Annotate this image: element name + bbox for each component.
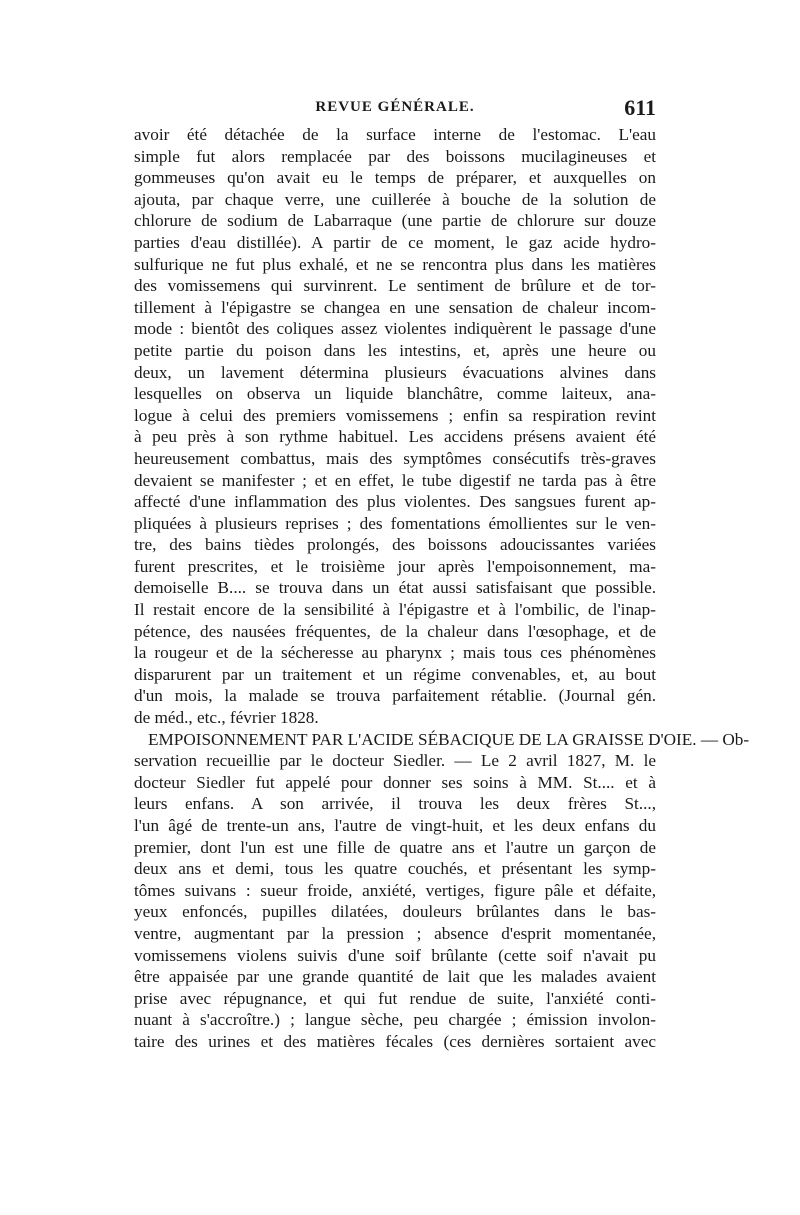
running-title: REVUE GÉNÉRALE.	[315, 99, 475, 115]
text-line: affecté d'une inflammation des plus violentes. Des sangsues furent ap-	[134, 492, 656, 512]
text-line: l'un âgé de trente-un ans, l'autre de vingt-huit, et les deux enfans du	[134, 816, 656, 835]
text-line: demoiselle B.... se trouva dans un état aussi satisfaisant que possible.	[134, 578, 656, 598]
text-line: yeux enfoncés, pupilles dilatées, douleurs brûlantes dans le bas-	[134, 902, 656, 922]
text-line: logue à celui des premiers vomissemens ; enfin sa respiration revint	[134, 405, 656, 425]
text-line: leurs enfans. A son arrivée, il trouva les deux frères St...,	[134, 794, 656, 814]
paragraph-new-case	[134, 729, 750, 1053]
text-line: mode : bientôt des coliques assez violentes indiquèrent le passage d'une	[134, 319, 656, 339]
text-line: tillement à l'épigastre se changea en une sensation de chaleur incom-	[134, 297, 656, 317]
page-number: 611	[624, 95, 656, 120]
text-line: parties d'eau distillée). A partir de ce moment, le gaz acide hydro-	[134, 232, 656, 252]
text-line: furent prescrites, et le troisième jour après l'empoisonnement, ma-	[134, 556, 656, 576]
text-line: avoir été détachée de la surface interne de l'estomac. L'eau	[134, 125, 656, 144]
text-line: taire des urines et des matières fécales (ces dernières sortaient avec	[134, 1031, 656, 1051]
text-line: ventre, augmentant par la pression ; absence d'esprit momentanée,	[134, 923, 656, 943]
body-text	[134, 124, 750, 1053]
text-line: d'un mois, la malade se trouva parfaitement rétablie. (Journal gén.	[134, 686, 656, 706]
text-line: être appaisée par une grande quantité de lait que les malades avaient	[134, 967, 656, 987]
text-line: docteur Siedler fut appelé pour donner ses soins à MM. St.... et à	[134, 772, 656, 792]
text-line: pétence, des nausées fréquentes, de la chaleur dans l'œsophage, et de	[134, 621, 656, 641]
paragraph-case-continuation	[134, 124, 656, 729]
text-line: à peu près à son rythme habituel. Les accidens présens avaient été	[134, 427, 656, 447]
text-line: heureusement combattus, mais des symptômes consécutifs très-graves	[134, 448, 656, 468]
text-line: deux ans et demi, tous les quatre couchés, et présentant les symp-	[134, 859, 656, 879]
text-line: Il restait encore de la sensibilité à l'épigastre et à l'ombilic, de l'inap-	[134, 600, 656, 620]
text-line: ajouta, par chaque verre, une cuillerée à bouche de la solution de	[134, 189, 656, 209]
text-line: gommeuses qu'on avait eu le temps de préparer, et auxquelles on	[134, 168, 656, 188]
text-line: sulfurique ne fut plus exhalé, et ne se rencontra plus dans les matières	[134, 254, 656, 274]
text-line: pliquées à plusieurs reprises ; des fomentations émollientes sur le ven-	[134, 513, 656, 533]
text-line: servation recueillie par le docteur Siedler. — Le 2 avril 1827, M. le	[134, 751, 656, 771]
text-line: simple fut alors remplacée par des boissons mucilagineuses et	[134, 146, 656, 166]
text-line: la rougeur et de la sécheresse au pharynx ; mais tous ces phénomènes	[134, 643, 656, 663]
text-line: deux, un lavement détermina plusieurs évacuations alvines dans	[134, 362, 656, 382]
text-line: tômes suivans : sueur froide, anxiété, vertiges, figure pâle et défaite,	[134, 880, 656, 900]
text-line: des vomissemens qui survinrent. Le sentiment de brûlure et de tor-	[134, 276, 656, 296]
text-line: vomissemens violens suivis d'une soif brûlante (cette soif n'avait pu	[134, 945, 656, 965]
section-heading-line: EMPOISONNEMENT PAR L'ACIDE SÉBACIQUE DE LA GRAISSE D'OIE. — Ob-	[148, 729, 750, 749]
text-line: tre, des bains tièdes prolongés, des boissons adoucissantes variées	[134, 535, 656, 555]
text-line: lesquelles on observa un liquide blanchâtre, comme laiteux, ana-	[134, 384, 656, 404]
text-line: de méd., etc., février 1828.	[134, 708, 319, 728]
text-line: devaient se manifester ; et en effet, le tube digestif ne tarda pas à être	[134, 470, 656, 490]
page-header	[134, 95, 656, 121]
text-line: prise avec répugnance, et qui fut rendue de suite, l'anxiété conti-	[134, 988, 656, 1008]
text-line: nuant à s'accroître.) ; langue sèche, peu chargée ; émission involon-	[134, 1010, 656, 1030]
text-line: disparurent par un traitement et un régime convenables, et, au bout	[134, 664, 656, 684]
text-line: premier, dont l'un est une fille de quatre ans et l'autre un garçon de	[134, 837, 656, 857]
text-line: petite partie du poison dans les intestins, et, après une heure ou	[134, 340, 656, 360]
text-line: chlorure de sodium de Labarraque (une partie de chlorure sur douze	[134, 211, 656, 231]
